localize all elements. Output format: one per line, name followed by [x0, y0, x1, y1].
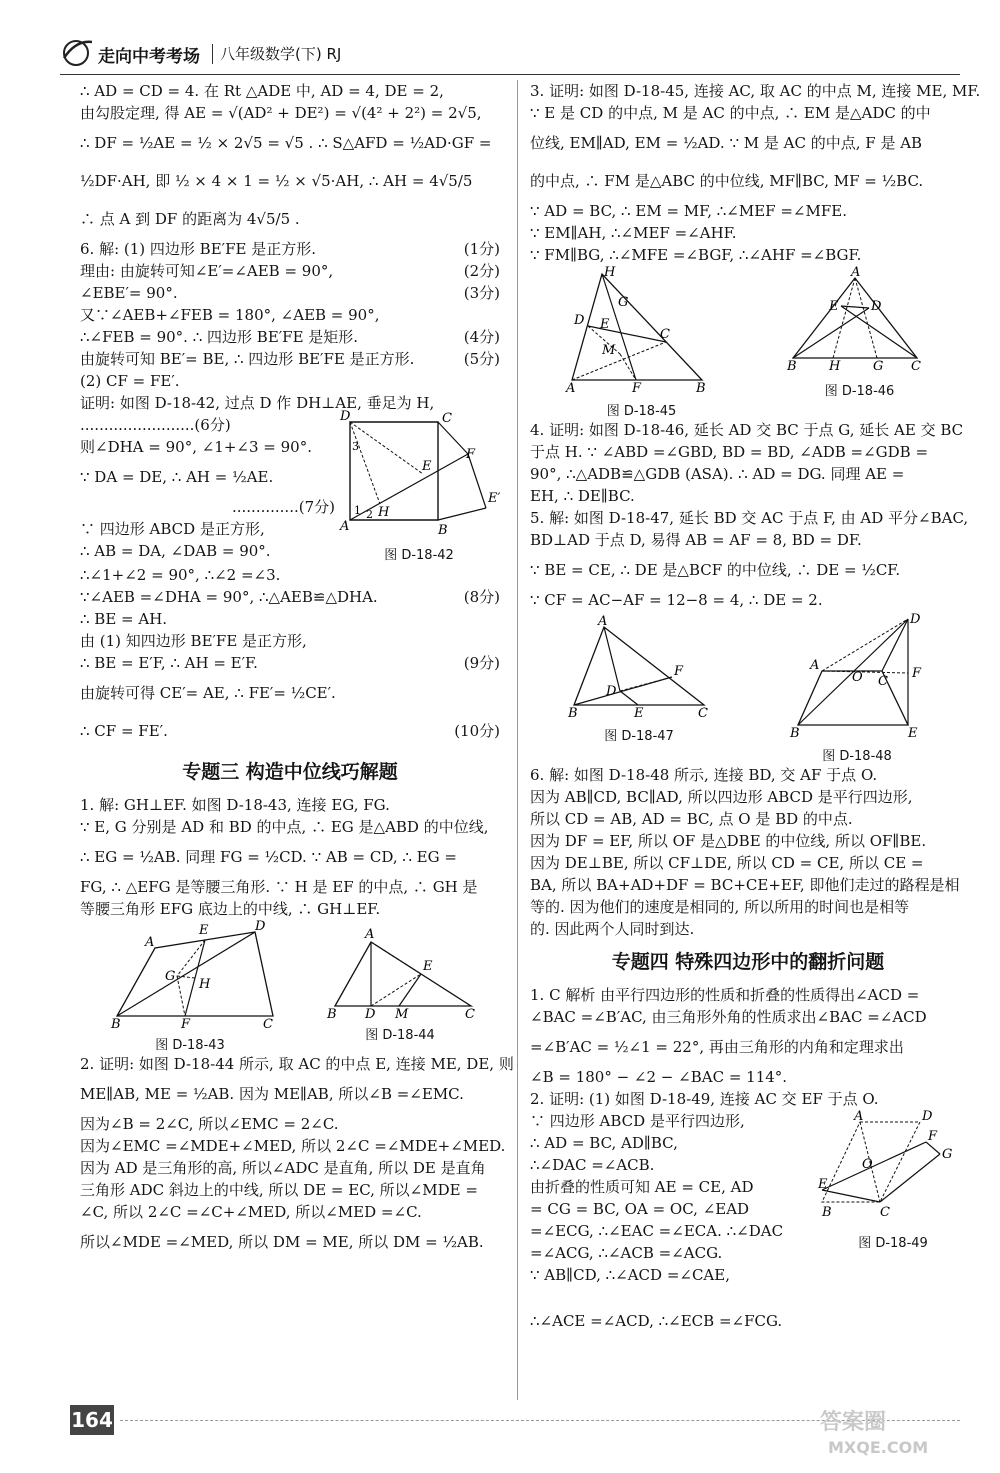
text-line: ∴ AD = BC, AD∥BC, — [530, 1134, 678, 1152]
figure-caption: 图 D-18-42 — [384, 548, 454, 563]
text-line: 6. 解: 如图 D-18-48 所示, 连接 BD, 交 AF 于点 O. — [530, 766, 878, 784]
subject-label: 八年级数学(下) RJ — [220, 45, 342, 63]
svg-text:C: C — [910, 359, 921, 374]
section3-question-1 — [80, 794, 500, 920]
text-line: ∴ EG = ½AB. 同理 FG = ½CD. ∵ AB = CD, ∴ EG = — [80, 848, 457, 866]
text-line: ∵ DA = DE, ∴ AH = ½AE. — [80, 468, 274, 486]
score-mark: (4分) — [463, 328, 500, 346]
text-line: BA, 所以 BA+AD+DF = BC+CE+EF, 即他们走过的路程是相 — [530, 876, 960, 894]
svg-text:E: E — [634, 706, 644, 721]
svg-text:A: A — [598, 614, 608, 629]
svg-text:F: F — [928, 1129, 938, 1144]
text-line: ∴∠1+∠2 = 90°, ∴∠2 =∠3. — [80, 566, 281, 584]
text-line: ∴∠DAC =∠ACB. — [530, 1156, 655, 1174]
text-line: ∴ AB = DA, ∠DAB = 90°. — [80, 542, 271, 560]
text-line: ∴ 点 A 到 DF 的距离为 4√5/5 . — [80, 210, 300, 228]
text-line: ∴∠ACE =∠ACD, ∴∠ECB =∠FCG. — [530, 1312, 783, 1330]
text-line: 理由: 由旋转可知∠E′=∠AEB = 90°, — [80, 262, 334, 280]
svg-text:E′: E′ — [488, 491, 501, 506]
s4q2-figure-block — [530, 1110, 966, 1310]
text-line: 90°, ∴△ADB≌△GDB (ASA). ∴ AD = DG. 同理 AE = — [530, 465, 905, 483]
text-line: 因为 DF = EF, 所以 OF 是△DBE 的中位线, 所以 OF∥BE. — [530, 832, 927, 850]
figure-d-18-49-diagram — [820, 1110, 966, 1228]
figure-row-47-48 — [530, 611, 966, 764]
figure-d-18-47 — [564, 611, 714, 764]
text-line: 位线, EM∥AD, EM = ½AD. ∵ M 是 AC 的中点, F 是 AB — [530, 134, 923, 152]
score-mark: (10分) — [454, 722, 500, 740]
text-line: 1. C 解析 由平行四边形的性质和折叠的性质得出∠ACD = — [530, 986, 920, 1004]
score-mark: (2分) — [463, 262, 500, 280]
section4-question-1 — [530, 984, 966, 1088]
section3-question-2 — [80, 1053, 514, 1261]
svg-text:A: A — [850, 265, 860, 280]
figure-caption: 图 D-18-43 — [155, 1038, 225, 1053]
text-line: ∵ FM∥BG, ∴∠MFE =∠BGF, ∴∠AHF =∠BGF. — [530, 246, 862, 264]
svg-text:M: M — [601, 343, 615, 358]
text-line: FG, ∴ △EFG 是等腰三角形. ∵ H 是 EF 的中点, ∴ GH 是 — [80, 878, 478, 896]
text-line: ∵ AD = BC, ∴ EM = MF, ∴∠MEF =∠MFE. — [530, 202, 847, 220]
brand-title: 走向中考考场 — [98, 47, 200, 67]
prev-solution-lines — [80, 80, 500, 238]
svg-text:E: E — [199, 923, 209, 938]
text-line: BD⊥AD 于点 D, 易得 AB = AF = 8, BD = DF. — [530, 531, 862, 549]
svg-text:F: F — [912, 666, 922, 681]
text-line: ........................(6分) — [80, 416, 231, 434]
text-line: 的中点, ∴ FM 是△ABC 的中位线, MF∥BC, MF = ½BC. — [530, 172, 924, 190]
score-mark: (5分) — [463, 350, 500, 368]
text-line: ∵ 四边形 ABCD 是正方形, — [80, 520, 265, 538]
text-line: ∵ E, G 分别是 AD 和 BD 的中点, ∴ EG 是△ABD 的中位线, — [80, 818, 489, 836]
text-line: 所以∠MDE =∠MED, 所以 DM = ME, 所以 DM = ½AB. — [80, 1233, 484, 1251]
svg-text:B: B — [327, 1007, 337, 1022]
text-line: 6. 解: (1) 四边形 BE′FE 是正方形. — [80, 240, 316, 258]
column-divider — [517, 80, 518, 1400]
text-line: 因为∠B = 2∠C, 所以∠EMC = 2∠C. — [80, 1115, 339, 1133]
figure-row-45-46 — [530, 266, 966, 419]
figure-caption: 图 D-18-48 — [822, 749, 892, 764]
watermark-url: MXQE.COM — [828, 1438, 929, 1457]
svg-text:D: D — [255, 919, 266, 934]
figure-d-18-45 — [562, 266, 722, 419]
svg-text:D: D — [870, 299, 881, 314]
text-line: 5. 解: 如图 D-18-47, 延长 BD 交 AC 于点 F, 由 AD 平分∠BAC, — [530, 509, 969, 527]
text-line: ∵ E 是 CD 的中点, M 是 AC 的中点, ∴ EM 是△ADC 的中 — [530, 104, 931, 122]
svg-text:A: A — [854, 1109, 864, 1124]
text-line: 2. 证明: 如图 D-18-44 所示, 取 AC 的中点 E, 连接 ME, DE, 则 — [80, 1055, 514, 1073]
right-column — [530, 80, 981, 1332]
text-line: 又∵∠AEB+∠FEB = 180°, ∠AEB = 90°, — [80, 306, 380, 324]
svg-text:D: D — [365, 1007, 376, 1022]
figure-d-18-44 — [325, 920, 475, 1053]
svg-text:A: A — [340, 519, 350, 534]
svg-text:D: D — [340, 409, 351, 424]
text-line: ∴ DF = ½AE = ½ × 2√5 = √5 . ∴ S△AFD = ½AD·GF = — [80, 134, 492, 152]
svg-text:G: G — [942, 1147, 953, 1162]
text-line: ∵∠AEB =∠DHA = 90°, ∴△AEB≌△DHA. — [80, 588, 378, 606]
svg-text:F: F — [631, 381, 641, 396]
text-line: ME∥AB, ME = ½AB. 因为 ME∥AB, 所以∠B =∠EMC. — [80, 1085, 464, 1103]
text-line: ½DF·AH, 即 ½ × 4 × 1 = ½ × √5·AH, ∴ AH = 4√5/5 — [80, 172, 473, 190]
figure-d-18-43-diagram — [105, 920, 275, 1030]
left-column — [80, 80, 514, 1261]
figure-d-18-42 — [338, 409, 501, 563]
svg-text:E: E — [908, 726, 918, 741]
svg-text:D: D — [922, 1109, 933, 1124]
text-line: 由旋转可得 CE′= AE, ∴ FE′= ½CE′. — [80, 684, 336, 702]
figure-caption: 图 D-18-44 — [365, 1028, 435, 1043]
page-number: 164 — [70, 1405, 114, 1435]
text-line: ∠B = 180° − ∠2 − ∠BAC = 114°. — [530, 1068, 788, 1086]
svg-text:O: O — [862, 1157, 873, 1172]
text-line: ..............(7分) — [231, 498, 335, 516]
svg-text:E: E — [422, 459, 432, 474]
text-line: 因为 AB∥CD, BC∥AD, 所以四边形 ABCD 是平行四边形, — [530, 788, 913, 806]
question-6-solution-right — [530, 764, 966, 940]
text-line: 由旋转可知 BE′= BE, ∴ 四边形 BE′FE 是正方形. — [80, 350, 415, 368]
svg-text:E: E — [828, 299, 838, 314]
svg-text:H: H — [199, 977, 211, 992]
figure-d-18-49 — [820, 1110, 966, 1251]
score-mark: (3分) — [463, 284, 500, 302]
text-line: 等的. 因为他们的速度是相同的, 所以所用的时间也是相等 — [530, 898, 910, 916]
text-line: 的. 因此两个人同时到达. — [530, 920, 695, 938]
text-line: ∴ AD = CD = 4. 在 Rt △ADE 中, AD = 4, DE = 2, — [80, 82, 444, 100]
svg-text:2: 2 — [366, 508, 373, 521]
text-line: =∠ECG, ∴∠EAC =∠ECA. ∴∠DAC — [530, 1222, 784, 1240]
svg-text:D: D — [910, 612, 921, 627]
svg-text:A: A — [565, 381, 575, 396]
text-line: ∵ AB∥CD, ∴∠ACD =∠CAE, — [530, 1266, 730, 1284]
text-line: 于点 H. ∵ ∠ABD =∠GBD, BD = BD, ∠ADB =∠GDB = — [530, 443, 929, 461]
figure-d-18-44-diagram — [325, 920, 475, 1020]
svg-text:A: A — [365, 927, 375, 942]
svg-text:C: C — [659, 327, 670, 342]
text-line: 三角形 ADC 斜边上的中线, 所以 DE = EC, 所以∠MDE = — [80, 1181, 478, 1199]
logo-icon — [60, 36, 94, 68]
svg-text:C: C — [442, 411, 452, 426]
text-line: 由 (1) 知四边形 BE′FE 是正方形, — [80, 632, 307, 650]
q6-figure-block — [80, 409, 501, 564]
svg-text:B: B — [790, 726, 800, 741]
text-line: ∴ BE = AH. — [80, 610, 168, 628]
figure-d-18-46 — [785, 266, 935, 419]
svg-text:3: 3 — [352, 440, 359, 453]
section4-question-2 — [530, 1088, 966, 1332]
svg-text:F: F — [181, 1017, 191, 1032]
svg-text:E: E — [423, 959, 433, 974]
figure-caption: 图 D-18-47 — [604, 729, 674, 744]
svg-text:B: B — [111, 1017, 121, 1032]
section-title: 专题三 构造中位线巧解题 — [182, 761, 398, 783]
text-line: 所以 CD = AB, AD = BC, 点 O 是 BD 的中点. — [530, 810, 853, 828]
svg-text:B: B — [438, 523, 448, 538]
svg-text:A: A — [810, 658, 820, 673]
page-header — [60, 34, 960, 75]
svg-text:G: G — [617, 295, 628, 310]
figure-d-18-48-diagram — [782, 611, 932, 741]
svg-text:D: D — [573, 313, 584, 328]
text-line: =∠ACG, ∴∠ACB =∠ACG. — [530, 1244, 723, 1262]
header-separator — [212, 44, 213, 64]
svg-text:F: F — [466, 447, 476, 462]
text-line: 由勾股定理, 得 AE = √(AD² + DE²) = √(4² + 2²) = 2√5, — [80, 104, 482, 122]
question-4-proof — [530, 419, 966, 507]
svg-text:C: C — [878, 674, 888, 689]
text-line: 等腰三角形 EFG 底边上的中线, ∴ GH⊥EF. — [80, 900, 381, 918]
svg-text:B: B — [822, 1205, 832, 1220]
figure-row-43-44 — [80, 920, 500, 1053]
score-mark: (1分) — [463, 240, 500, 258]
section-title: 专题四 特殊四边形中的翻折问题 — [611, 951, 885, 973]
text-line: 因为∠EMC =∠MDE+∠MED, 所以 2∠C =∠MDE+∠MED. — [80, 1137, 506, 1155]
figure-caption: 图 D-18-45 — [606, 404, 677, 419]
figure-d-18-45-diagram — [562, 266, 722, 396]
text-line: =∠B′AC = ½∠1 = 22°, 再由三角形的内角和定理求出 — [530, 1038, 904, 1056]
text-line: ∵ CF = AC−AF = 12−8 = 4, ∴ DE = 2. — [530, 591, 823, 609]
svg-text:B: B — [568, 706, 578, 721]
text-line: 1. 解: GH⊥EF. 如图 D-18-43, 连接 EG, FG. — [80, 796, 390, 814]
text-line: ∠EBE′= 90°. — [80, 284, 178, 302]
figure-d-18-46-diagram — [785, 266, 935, 376]
text-line: 证明: 如图 D-18-42, 过点 D 作 DH⊥AE, 垂足为 H, — [80, 394, 435, 412]
svg-text:A: A — [145, 935, 155, 950]
text-line: 2. 证明: (1) 如图 D-18-49, 连接 AC 交 EF 于点 O. — [530, 1090, 879, 1108]
svg-text:M: M — [395, 1007, 409, 1022]
text-line: EH, ∴ DE∥BC. — [530, 487, 635, 505]
text-line: ∵ EM∥AH, ∴∠MEF =∠AHF. — [530, 224, 737, 242]
text-line: = CG = BC, OA = OC, ∠EAD — [530, 1200, 750, 1218]
text-line: 4. 证明: 如图 D-18-46, 延长 AD 交 BC 于点 G, 延长 AE 交 BC — [530, 421, 964, 439]
svg-text:G: G — [872, 359, 883, 374]
figure-d-18-47-diagram — [564, 611, 714, 721]
text-line: (2) CF = FE′. — [80, 372, 180, 390]
svg-text:E: E — [818, 1177, 828, 1192]
svg-text:B: B — [786, 359, 797, 374]
svg-text:E: E — [599, 317, 609, 332]
text-line: ∠BAC =∠B′AC, 由三角形外角的性质求出∠BAC =∠ACD — [530, 1008, 927, 1026]
question-3-proof — [530, 80, 981, 266]
text-line: ∴ BE = E′F, ∴ AH = E′F. — [80, 654, 258, 672]
figure-d-18-42-diagram — [338, 409, 501, 540]
svg-text:H: H — [828, 359, 840, 374]
svg-text:D: D — [606, 684, 617, 699]
svg-text:F: F — [674, 664, 684, 679]
svg-text:C: C — [263, 1017, 273, 1032]
text-line: 则∠DHA = 90°, ∠1+∠3 = 90°. — [80, 438, 312, 456]
score-mark: (9分) — [463, 654, 500, 672]
figure-d-18-43 — [105, 920, 275, 1053]
svg-text:H: H — [378, 505, 390, 520]
figure-d-18-48 — [782, 611, 932, 764]
score-mark: (8分) — [463, 588, 500, 606]
watermark-logo: 答案圈 — [820, 1410, 887, 1435]
text-line: 因为 AD 是三角形的高, 所以∠ADC 是直角, 所以 DE 是直角 — [80, 1159, 486, 1177]
svg-text:1: 1 — [354, 504, 361, 517]
text-line: 由折叠的性质可知 AE = CE, AD — [530, 1178, 754, 1196]
text-line: 3. 证明: 如图 D-18-45, 连接 AC, 取 AC 的中点 M, 连接 ME, MF. — [530, 82, 981, 100]
svg-text:O: O — [852, 670, 863, 685]
figure-caption: 图 D-18-49 — [858, 1236, 928, 1251]
text-line: 因为 DE⊥BE, 所以 CF⊥DE, 所以 CD = CE, 所以 CE = — [530, 854, 924, 872]
text-line: ∵ BE = CE, ∴ DE 是△BCF 的中位线, ∴ DE = ½CF. — [530, 561, 901, 579]
question-5-solution — [530, 507, 969, 611]
svg-text:H: H — [603, 265, 615, 280]
svg-text:G: G — [165, 969, 176, 984]
svg-text:C: C — [880, 1205, 890, 1220]
svg-text:B: B — [695, 381, 706, 396]
question-6-solution — [80, 238, 500, 750]
svg-text:C: C — [465, 1007, 475, 1022]
figure-caption: 图 D-18-46 — [824, 384, 895, 399]
text-line: ∴ CF = FE′. — [80, 722, 168, 740]
text-line: ∵ 四边形 ABCD 是平行四边形, — [530, 1112, 745, 1130]
text-line: ∠C, 所以 2∠C =∠C+∠MED, 所以∠MED =∠C. — [80, 1203, 422, 1221]
svg-text:C: C — [698, 706, 708, 721]
text-line: ∴∠FEB = 90°. ∴ 四边形 BE′FE 是矩形. — [80, 328, 359, 346]
